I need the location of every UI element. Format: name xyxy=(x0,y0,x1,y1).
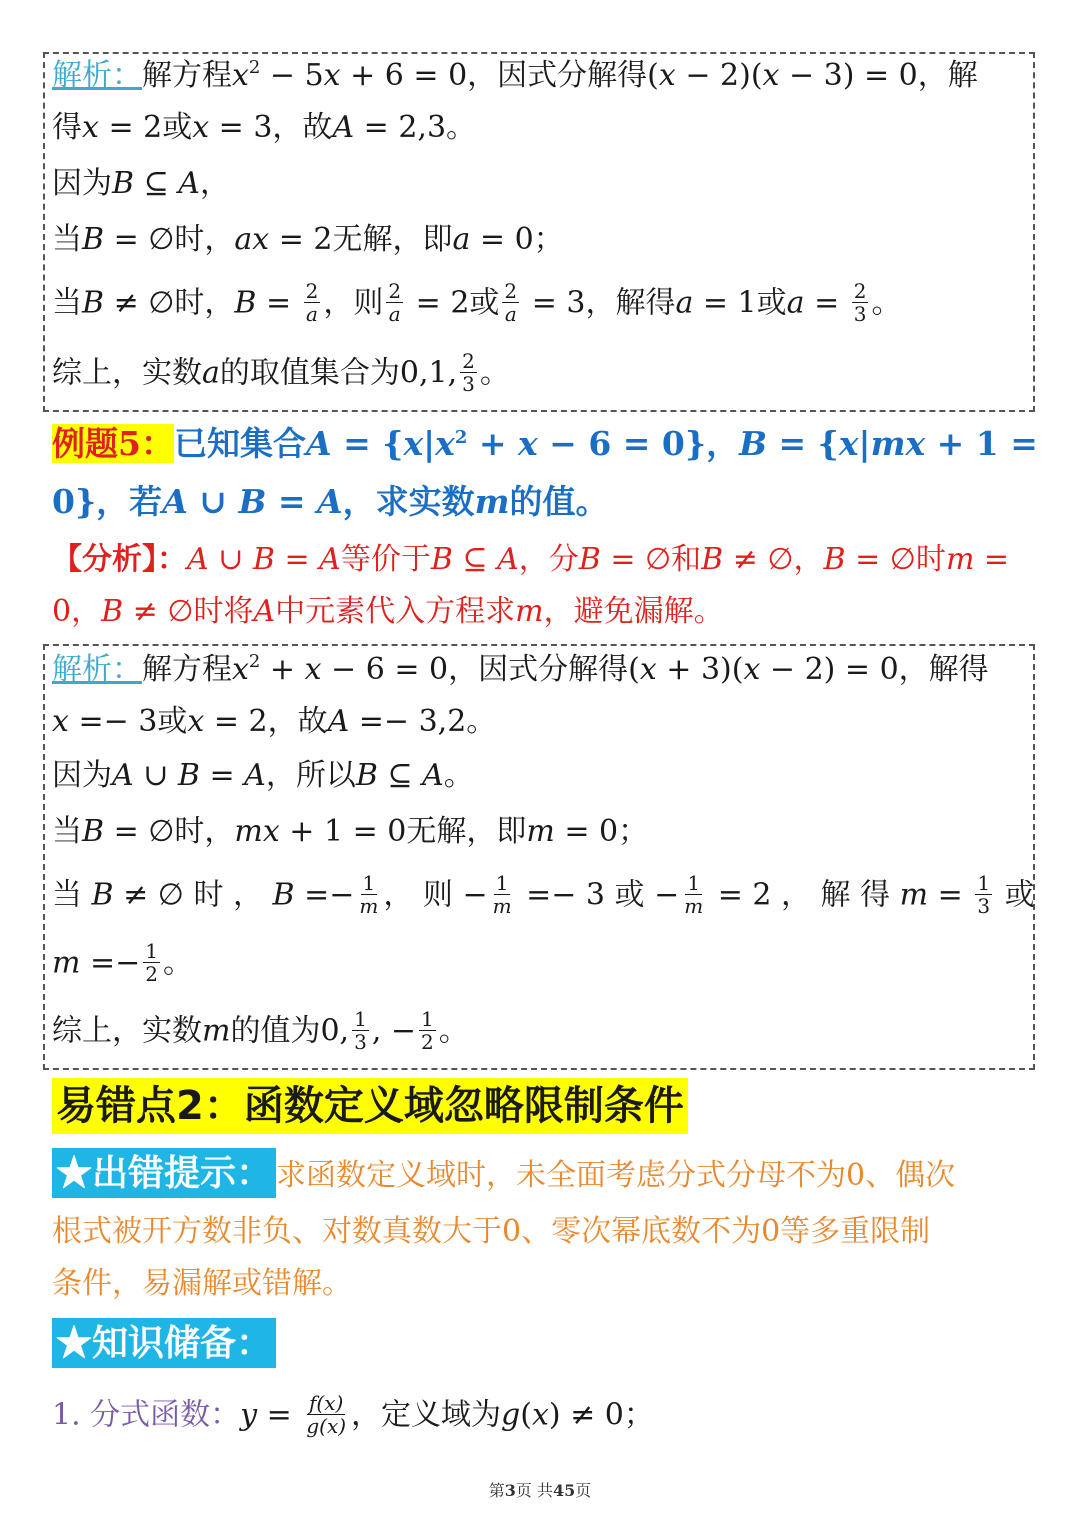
fraction: $\frac{1}{m}$ xyxy=(359,871,379,918)
solution1-line-6: 综上，实数a的取值集合为0,1, $\frac{2}{3}$ 。 xyxy=(52,349,510,396)
fraction: $\frac{1}{2}$ xyxy=(421,1007,434,1054)
fraction: $\frac{2}{3}$ xyxy=(462,349,475,396)
fraction: $\frac{1}{m}$ xyxy=(684,871,704,918)
solution1-line-1: 解析：解方程$x^2 - 5x + 6 = 0$，因式分解得(x − 2)(x − 3) = 0，解 xyxy=(52,57,978,93)
solution1-line-2: 得x = 2或x = 3，故A = 2,3。 xyxy=(52,110,477,145)
analysis-tag: 【分析】： xyxy=(52,542,187,577)
solution2-line-6: m =− $\frac{1}{2}$ 。 xyxy=(52,939,193,986)
solution1-line-5: 当B ≠ ∅时，B = $\frac{2}{a}$ ，则 $\frac{2}{a}$ = 2或 $\frac{2}{a}$ = 3，解得a = 1或a = $\frac{2}{3}$ 。 xyxy=(52,279,902,326)
fraction: $\frac{f(x)}{g(x)}$ xyxy=(306,1391,347,1438)
solution1-line-3: 因为B ⊆ A， xyxy=(52,166,230,201)
error-tip-line-1: ★出错提示： 求函数定义域时，未全面考虑分式分母不为0、偶次 xyxy=(52,1148,955,1202)
analysis-line-1: 【分析】：A ∪ B = A等价于B ⊆ A，分B = ∅和B ≠ ∅，B = ∅时m = xyxy=(52,542,1010,577)
solution2-line-7: 综上，实数m的值为0, $\frac{1}{3}$ , − $\frac{1}{2}$ 。 xyxy=(52,1007,469,1054)
fraction: $\frac{2}{a}$ xyxy=(305,279,319,326)
page-footer: 第3页 共45页 xyxy=(488,1481,592,1500)
error-tip-label: ★出错提示： xyxy=(52,1148,276,1198)
example5-line-2: 0}，若A ∪ B = A，求实数m的值。 xyxy=(52,482,609,521)
fraction: $\frac{1}{3}$ xyxy=(977,871,991,918)
knowledge-label: ★知识储备： xyxy=(52,1318,276,1368)
solution2-line-5: 当 B ≠ ∅ 时 ， B =− $\frac{1}{m}$ ， 则 − $\frac{1}{m}$ =− 3 或 − $\frac{1}{m}$ = 2 ， 解 得 m = $\frac{1}{3}$ 或 xyxy=(52,871,1035,918)
section-heading: 易错点2：函数定义域忽略限制条件 xyxy=(52,1078,688,1134)
fraction: $\frac{2}{3}$ xyxy=(853,279,867,326)
solution2-line-4: 当B = ∅时，mx + 1 = 0无解，即m = 0； xyxy=(52,814,649,849)
error-tip-line-3: 条件，易漏解或错解。 xyxy=(52,1266,352,1301)
example5-line-1: 例题5：已知集合$A = \{x|x^2 + x - 6 = 0\}$，B = {x|mx + 1 = xyxy=(52,424,1038,463)
knowledge-heading xyxy=(52,1318,276,1372)
fraction: $\frac{2}{a}$ xyxy=(388,279,402,326)
knowledge-item-1: 1. 分式函数：y = $\frac{f(x)}{g(x)}$ ，定义域为g(x) ≠ 0； xyxy=(52,1391,654,1438)
solution-label: 解析： xyxy=(52,58,142,93)
fraction: $\frac{1}{3}$ xyxy=(354,1007,367,1054)
solution-label: 解析： xyxy=(52,652,142,687)
example5-tag: 例题5： xyxy=(52,424,174,463)
fraction: $\frac{1}{2}$ xyxy=(145,939,158,986)
solution1-line-4: 当B = ∅时，ax = 2无解，即a = 0； xyxy=(52,222,564,257)
solution2-line-3: 因为A ∪ B = A，所以B ⊆ A。 xyxy=(52,758,474,793)
solution2-line-2: x =− 3或x = 2，故A =− 3,2。 xyxy=(52,704,497,739)
error-tip-line-2: 根式被开方数非负、对数真数大于0、零次幂底数不为0等多重限制 xyxy=(52,1214,931,1249)
fraction: $\frac{1}{m}$ xyxy=(492,871,512,918)
solution2-line-1: 解析：解方程$x^2 + x - 6 = 0$，因式分解得(x + 3)(x − 2) = 0，解得 xyxy=(52,651,989,687)
analysis-line-2: 0，B ≠ ∅时将A中元素代入方程求m，避免漏解。 xyxy=(52,594,724,629)
fraction: $\frac{2}{a}$ xyxy=(504,279,518,326)
